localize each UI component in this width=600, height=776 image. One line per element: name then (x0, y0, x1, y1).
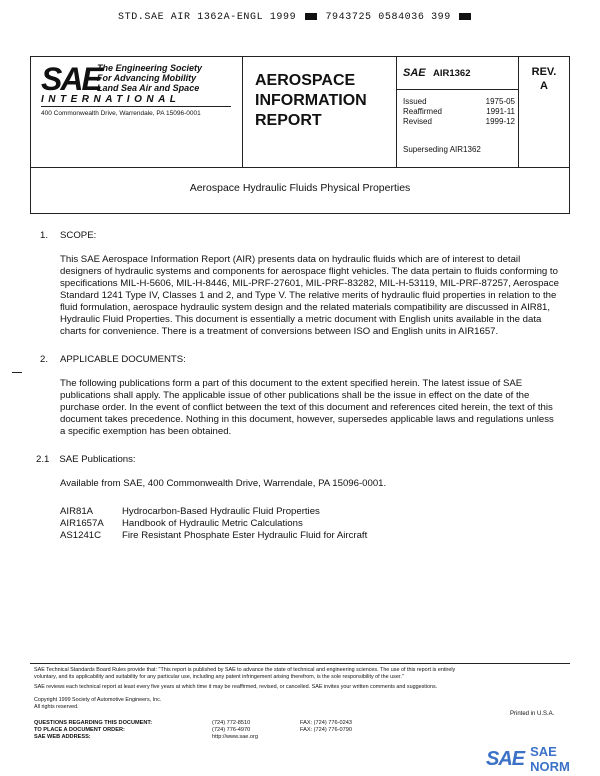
contact-list (34, 720, 352, 741)
copyright: Copyright 1999 Society of Automotive Engineers, Inc. (34, 697, 162, 703)
sae-norm-watermark (486, 744, 600, 774)
title-bar (30, 168, 570, 214)
revision-block (519, 57, 569, 167)
date-row: Revised 1999-12 (403, 117, 515, 126)
sae-logo-block (31, 57, 243, 167)
contact-row: TO PLACE A DOCUMENT ORDER: (724) 776-4970 FAX: (724) 776-0790 (34, 727, 352, 733)
logo-divider (41, 106, 231, 107)
sae-address: 400 Commonwealth Drive, Warrendale, PA 15096-0001 (41, 110, 201, 117)
date-list (403, 97, 515, 127)
contact-row: QUESTIONS REGARDING THIS DOCUMENT: (724) 772-8510 FAX: (724) 776-0243 (34, 720, 352, 726)
availability-note: Available from SAE, 400 Commonwealth Drive, Warrendale, PA 15096-0001. (60, 478, 387, 489)
document-id-block (397, 57, 519, 167)
section-heading-sae-publications: 2.1 SAE Publications: (36, 454, 136, 465)
sae-brand: SAE (403, 67, 426, 79)
sae-norm-text: SAE NORM (530, 744, 570, 774)
applicable-paragraph: The following publications form a part of this document to the extent specified herein. The latest issue of SAE publications shall apply. The applicable issue of other publications shall be the issue in effect on the date of the purchase order. In the event of conflict between the text of this document and references cited herein, the text of this document takes precedence. Nothing in this document, however, supersedes applicable laws and regulations unless a specific exemption has been obtained. (60, 378, 554, 437)
contact-row: SAE WEB ADDRESS: http://www.sae.org (34, 734, 259, 740)
barcode-block (459, 13, 471, 20)
sae-logo: SAE (41, 61, 101, 97)
section-heading-applicable: 2. APPLICABLE DOCUMENTS: (40, 354, 186, 365)
superseding-note: Superseding AIR1362 (403, 145, 481, 154)
revision-label: REV. A (531, 66, 557, 92)
reference-item: AIR81A Hydrocarbon-Based Hydraulic Fluid Properties (60, 506, 320, 517)
sae-tagline: The Engineering Society For Advancing Mobility Land Sea Air and Space (97, 63, 203, 93)
id-divider (397, 89, 518, 90)
policy-line: voluntary, and its applicability and suitability for any particular use, including any patent infringement arising therefrom, is the sole responsibility of the user." (34, 674, 404, 680)
reference-list (60, 506, 560, 542)
reference-item: AIR1657A Handbook of Hydraulic Metric Calculations (60, 518, 303, 529)
policy-line: SAE Technical Standards Board Rules provide that: "This report is published by SAE to advance the state of technical and engineering sciences. The use of this report is entirely (34, 667, 456, 673)
document-code: STD.SAE AIR 1362A-ENGL 1999 (118, 12, 297, 23)
date-row: Reaffirmed 1991-11 (403, 107, 515, 116)
sae-international: INTERNATIONAL (41, 94, 181, 105)
section-heading-scope: 1. SCOPE: (40, 230, 97, 241)
report-type-block (243, 57, 397, 167)
batch-code: 7943725 0584036 399 (325, 12, 451, 23)
reference-item: AS1241C Fire Resistant Phosphate Ester Hydraulic Fluid for Aircraft (60, 530, 368, 541)
change-bar (12, 372, 22, 373)
document-number: AIR1362 (433, 68, 471, 79)
header-code-line (118, 12, 473, 23)
printed-in: Printed in U.S.A. (510, 711, 555, 717)
scope-paragraph: This SAE Aerospace Information Report (AIR) presents data on hydraulic fluids which are of interest to detail designers of hydraulic systems and components for aerospace flight vehicles. The data pertain to fluids conforming to specifications MIL-H-5606, MIL-H-8446, MIL-PRF-27601, MIL-PRF-83282, MIL-H-53119, MIL-PRF-87257, Aerospace Standard 1241 Type IV, Classes 1 and 2, and Type V. The relative merits of hydraulic fluid properties in relation to the fluid formulation, aerospace hydraulic system design and the related materials compatibility are discussed in AIR81, Hydraulic Fluid Properties. This document is essentially a metric document with English units available in the data charts for convenience. There is a treatment of conversions between ISO and English units in AIR1657. (60, 254, 559, 337)
date-row: Issued 1975-05 (403, 97, 515, 106)
report-header (30, 56, 570, 168)
sae-norm-mark: SAE (486, 747, 525, 770)
document-title: Aerospace Hydraulic Fluids Physical Properties (189, 182, 411, 194)
barcode-block (305, 13, 317, 20)
footer-divider (30, 663, 570, 664)
document-body (36, 230, 560, 542)
review-note: SAE reviews each technical report at least every five years at which time it may be reaffirmed, revised, or cancelled. SAE invites your written comments and suggestions. (34, 684, 438, 690)
report-type: AEROSPACE INFORMATION REPORT (255, 72, 367, 129)
rights-reserved: All rights reserved. (34, 704, 79, 710)
